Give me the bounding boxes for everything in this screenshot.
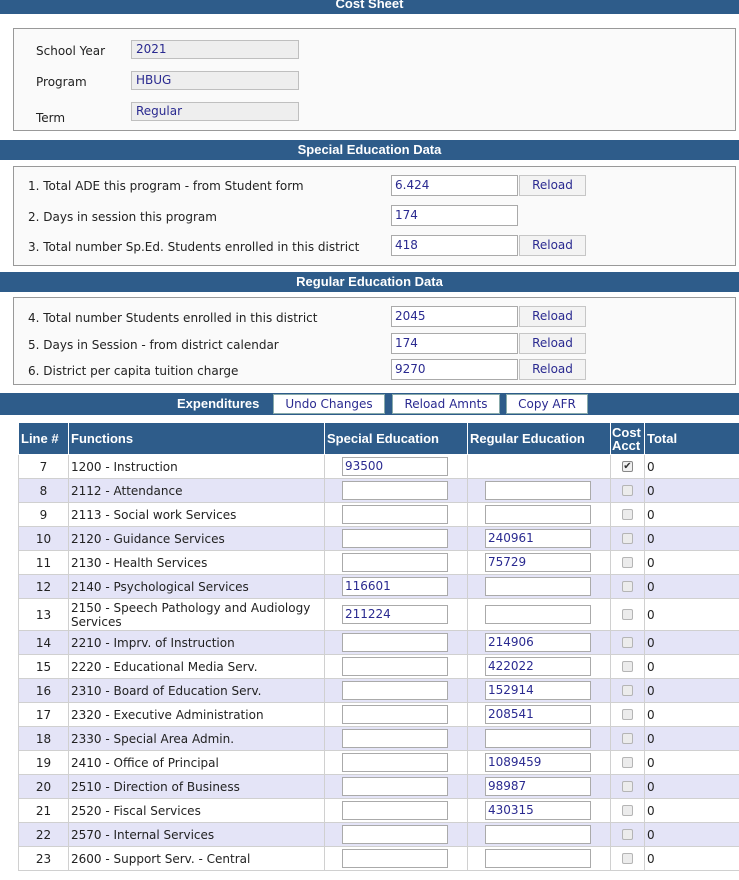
function-name: 2600 - Support Serv. - Central xyxy=(69,847,325,871)
regular-education-cell xyxy=(468,575,611,599)
undo-changes-button[interactable]: Undo Changes xyxy=(273,394,385,414)
special-education-cell xyxy=(325,479,468,503)
regular-education-input[interactable] xyxy=(485,505,591,524)
special-education-cell xyxy=(325,631,468,655)
cost-acct-cell xyxy=(611,599,645,631)
line-number: 19 xyxy=(19,751,69,775)
regular-education-input[interactable] xyxy=(485,605,591,624)
regular-education-input[interactable] xyxy=(485,849,591,868)
q5-input[interactable]: 174 xyxy=(391,333,518,354)
table-row xyxy=(19,503,739,527)
regular-education-cell xyxy=(468,599,611,631)
special-education-panel xyxy=(13,166,736,266)
line-number: 13 xyxy=(19,599,69,631)
cost-acct-cell xyxy=(611,575,645,599)
q3-input[interactable]: 418 xyxy=(391,235,518,256)
cost-acct-cell xyxy=(611,703,645,727)
function-name: 2150 - Speech Pathology and Audiology Services xyxy=(69,599,325,631)
function-name: 2220 - Educational Media Serv. xyxy=(69,655,325,679)
function-name: 2112 - Attendance xyxy=(69,479,325,503)
cost-acct-checkbox[interactable] xyxy=(622,853,633,864)
total-value: 0 xyxy=(645,455,739,479)
regular-education-cell xyxy=(468,775,611,799)
info-panel xyxy=(13,28,736,131)
q1-input[interactable]: 6.424 xyxy=(391,175,518,196)
reload-amnts-button[interactable]: Reload Amnts xyxy=(392,394,500,414)
regular-education-cell xyxy=(468,551,611,575)
regular-education-input[interactable]: 240961 xyxy=(485,529,591,548)
special-education-cell xyxy=(325,823,468,847)
col-cost-acct-header: Cost Acct xyxy=(611,423,645,455)
cost-acct-cell xyxy=(611,551,645,575)
cost-acct-checkbox[interactable] xyxy=(622,581,633,592)
cost-acct-cell xyxy=(611,823,645,847)
special-education-cell xyxy=(325,655,468,679)
special-education-input[interactable] xyxy=(342,801,448,820)
special-education-input[interactable]: 211224 xyxy=(342,605,448,624)
special-education-cell xyxy=(325,847,468,871)
regular-education-input[interactable] xyxy=(485,481,591,500)
cost-acct-cell xyxy=(611,527,645,551)
line-number: 23 xyxy=(19,847,69,871)
special-education-input[interactable] xyxy=(342,681,448,700)
special-education-input[interactable] xyxy=(342,705,448,724)
total-value: 0 xyxy=(645,775,739,799)
cost-acct-checkbox[interactable] xyxy=(622,557,633,568)
regular-education-input[interactable]: 430315 xyxy=(485,801,591,820)
total-value: 0 xyxy=(645,631,739,655)
cost-acct-checkbox[interactable] xyxy=(622,733,633,744)
page-title: Cost Sheet xyxy=(335,0,404,11)
line-number: 17 xyxy=(19,703,69,727)
regular-education-header xyxy=(0,272,739,292)
line-number: 12 xyxy=(19,575,69,599)
special-education-input[interactable] xyxy=(342,529,448,548)
q6-reload-button[interactable]: Reload xyxy=(519,359,586,380)
line-number: 8 xyxy=(19,479,69,503)
regular-education-input[interactable]: 152914 xyxy=(485,681,591,700)
table-row xyxy=(19,751,739,775)
regular-education-cell xyxy=(468,631,611,655)
q3-label: 3. Total number Sp.Ed. Students enrolled in this district xyxy=(28,240,360,254)
cost-acct-cell xyxy=(611,679,645,703)
total-value: 0 xyxy=(645,575,739,599)
q4-label: 4. Total number Students enrolled in this district xyxy=(28,311,318,325)
line-number: 18 xyxy=(19,727,69,751)
table-row xyxy=(19,455,739,479)
col-line-header: Line # xyxy=(19,423,69,455)
expenditures-title: Expenditures xyxy=(177,396,260,411)
cost-acct-cell xyxy=(611,727,645,751)
cost-acct-checkbox[interactable] xyxy=(622,805,633,816)
regular-education-input[interactable]: 75729 xyxy=(485,553,591,572)
function-name: 2120 - Guidance Services xyxy=(69,527,325,551)
cost-acct-cell xyxy=(611,775,645,799)
table-header-row xyxy=(19,423,739,455)
regular-education-input[interactable] xyxy=(485,577,591,596)
table-row xyxy=(19,847,739,871)
cost-acct-checkbox[interactable] xyxy=(622,685,633,696)
q5-label: 5. Days in Session - from district calendar xyxy=(28,338,279,352)
special-education-cell xyxy=(325,799,468,823)
regular-education-cell xyxy=(468,727,611,751)
function-name: 2320 - Executive Administration xyxy=(69,703,325,727)
cost-acct-cell xyxy=(611,631,645,655)
regular-education-title: Regular Education Data xyxy=(296,274,443,289)
regular-education-cell xyxy=(468,679,611,703)
function-name: 2113 - Social work Services xyxy=(69,503,325,527)
special-education-cell xyxy=(325,551,468,575)
special-education-cell xyxy=(325,775,468,799)
cost-acct-checkbox[interactable] xyxy=(622,781,633,792)
expenditures-body xyxy=(19,455,739,871)
function-name: 2210 - Imprv. of Instruction xyxy=(69,631,325,655)
function-name: 2140 - Psychological Services xyxy=(69,575,325,599)
special-education-cell xyxy=(325,575,468,599)
cost-acct-cell xyxy=(611,503,645,527)
q6-input[interactable]: 9270 xyxy=(391,359,518,380)
total-value: 0 xyxy=(645,479,739,503)
table-row xyxy=(19,727,739,751)
total-value: 0 xyxy=(645,551,739,575)
cost-acct-checkbox[interactable] xyxy=(622,609,633,620)
col-total-header: Total xyxy=(645,423,739,455)
program-field: HBUG xyxy=(131,71,299,90)
line-number: 9 xyxy=(19,503,69,527)
q4-reload-button[interactable]: Reload xyxy=(519,306,586,327)
regular-education-input[interactable]: 208541 xyxy=(485,705,591,724)
cost-acct-checkbox[interactable]: ✔ xyxy=(623,461,632,472)
total-value: 0 xyxy=(645,599,739,631)
table-row xyxy=(19,551,739,575)
table-row xyxy=(19,575,739,599)
q4-input[interactable]: 2045 xyxy=(391,306,518,327)
regular-education-cell xyxy=(468,703,611,727)
regular-education-cell xyxy=(468,847,611,871)
regular-education-cell xyxy=(468,655,611,679)
cost-acct-checkbox[interactable] xyxy=(622,661,633,672)
special-education-input[interactable]: 93500 xyxy=(342,457,448,476)
table-row xyxy=(19,823,739,847)
special-education-cell xyxy=(325,751,468,775)
regular-education-input[interactable]: 214906 xyxy=(485,633,591,652)
total-value: 0 xyxy=(645,751,739,775)
q2-input[interactable]: 174 xyxy=(391,205,518,226)
line-number: 11 xyxy=(19,551,69,575)
special-education-input[interactable] xyxy=(342,753,448,772)
regular-education-cell xyxy=(468,479,611,503)
line-number: 14 xyxy=(19,631,69,655)
term-label: Term xyxy=(36,111,66,125)
function-name: 2520 - Fiscal Services xyxy=(69,799,325,823)
table-row xyxy=(19,655,739,679)
regular-education-cell xyxy=(468,503,611,527)
total-value: 0 xyxy=(645,703,739,727)
special-education-input[interactable]: 116601 xyxy=(342,577,448,596)
regular-education-input[interactable] xyxy=(485,729,591,748)
line-number: 21 xyxy=(19,799,69,823)
table-row xyxy=(19,479,739,503)
table-row xyxy=(19,527,739,551)
special-education-input[interactable] xyxy=(342,633,448,652)
cost-acct-checkbox[interactable] xyxy=(622,637,633,648)
table-row xyxy=(19,679,739,703)
regular-education-input[interactable]: 98987 xyxy=(485,777,591,796)
q5-reload-button[interactable]: Reload xyxy=(519,333,586,354)
regular-education-input[interactable]: 1089459 xyxy=(485,753,591,772)
regular-education-cell xyxy=(468,823,611,847)
special-education-input[interactable] xyxy=(342,825,448,844)
special-education-cell xyxy=(325,703,468,727)
line-number: 20 xyxy=(19,775,69,799)
cost-acct-checkbox[interactable] xyxy=(622,509,633,520)
special-education-input[interactable] xyxy=(342,657,448,676)
cost-acct-cell xyxy=(611,655,645,679)
line-number: 15 xyxy=(19,655,69,679)
q3-reload-button[interactable]: Reload xyxy=(519,235,586,256)
table-row xyxy=(19,703,739,727)
function-name: 2310 - Board of Education Serv. xyxy=(69,679,325,703)
col-special-header: Special Education xyxy=(325,423,468,455)
cost-acct-checkbox[interactable] xyxy=(622,533,633,544)
special-education-cell xyxy=(325,679,468,703)
school-year-field: 2021 xyxy=(131,40,299,59)
special-education-cell xyxy=(325,599,468,631)
line-number: 7 xyxy=(19,455,69,479)
table-row xyxy=(19,799,739,823)
line-number: 16 xyxy=(19,679,69,703)
school-year-label: School Year xyxy=(36,44,106,58)
table-row xyxy=(19,599,739,631)
special-education-input[interactable] xyxy=(342,553,448,572)
cost-acct-checkbox[interactable] xyxy=(622,485,633,496)
total-value: 0 xyxy=(645,799,739,823)
special-education-cell xyxy=(325,455,468,479)
special-education-input[interactable] xyxy=(342,777,448,796)
cost-acct-checkbox[interactable] xyxy=(622,757,633,768)
line-number: 10 xyxy=(19,527,69,551)
regular-education-cell xyxy=(468,527,611,551)
function-name: 2510 - Direction of Business xyxy=(69,775,325,799)
special-education-header xyxy=(0,140,739,160)
special-education-cell xyxy=(325,727,468,751)
special-education-input[interactable] xyxy=(342,729,448,748)
cost-acct-checkbox[interactable] xyxy=(622,829,633,840)
q1-reload-button[interactable]: Reload xyxy=(519,175,586,196)
table-row xyxy=(19,775,739,799)
function-name: 2130 - Health Services xyxy=(69,551,325,575)
cost-acct-cell xyxy=(611,799,645,823)
q1-label: 1. Total ADE this program - from Student form xyxy=(28,179,304,193)
regular-education-cell xyxy=(468,799,611,823)
total-value: 0 xyxy=(645,847,739,871)
term-field: Regular xyxy=(131,102,299,121)
program-label: Program xyxy=(36,75,87,89)
col-functions-header: Functions xyxy=(69,423,325,455)
special-education-cell xyxy=(325,527,468,551)
cost-acct-checkbox[interactable] xyxy=(622,709,633,720)
regular-education-input[interactable]: 422022 xyxy=(485,657,591,676)
total-value: 0 xyxy=(645,727,739,751)
function-name: 2330 - Special Area Admin. xyxy=(69,727,325,751)
copy-afr-button[interactable]: Copy AFR xyxy=(506,394,588,414)
regular-education-cell xyxy=(468,751,611,775)
cost-acct-cell xyxy=(611,455,645,479)
q2-label: 2. Days in session this program xyxy=(28,210,217,224)
expenditures-table xyxy=(18,422,739,871)
function-name: 1200 - Instruction xyxy=(69,455,325,479)
special-education-input[interactable] xyxy=(342,481,448,500)
total-value: 0 xyxy=(645,823,739,847)
special-education-input[interactable] xyxy=(342,849,448,868)
col-regular-header: Regular Education xyxy=(468,423,611,455)
special-education-title: Special Education Data xyxy=(297,142,442,157)
table-row xyxy=(19,631,739,655)
total-value: 0 xyxy=(645,527,739,551)
function-name: 2410 - Office of Principal xyxy=(69,751,325,775)
regular-education-panel xyxy=(13,297,736,385)
q6-label: 6. District per capita tuition charge xyxy=(28,364,239,378)
cost-acct-cell xyxy=(611,751,645,775)
cost-acct-cell xyxy=(611,847,645,871)
cost-sheet-title-bar xyxy=(0,0,739,14)
cost-acct-cell xyxy=(611,479,645,503)
total-value: 0 xyxy=(645,679,739,703)
regular-education-input[interactable] xyxy=(485,825,591,844)
total-value: 0 xyxy=(645,655,739,679)
regular-education-cell xyxy=(468,455,611,479)
line-number: 22 xyxy=(19,823,69,847)
special-education-cell xyxy=(325,503,468,527)
total-value: 0 xyxy=(645,503,739,527)
special-education-input[interactable] xyxy=(342,505,448,524)
function-name: 2570 - Internal Services xyxy=(69,823,325,847)
